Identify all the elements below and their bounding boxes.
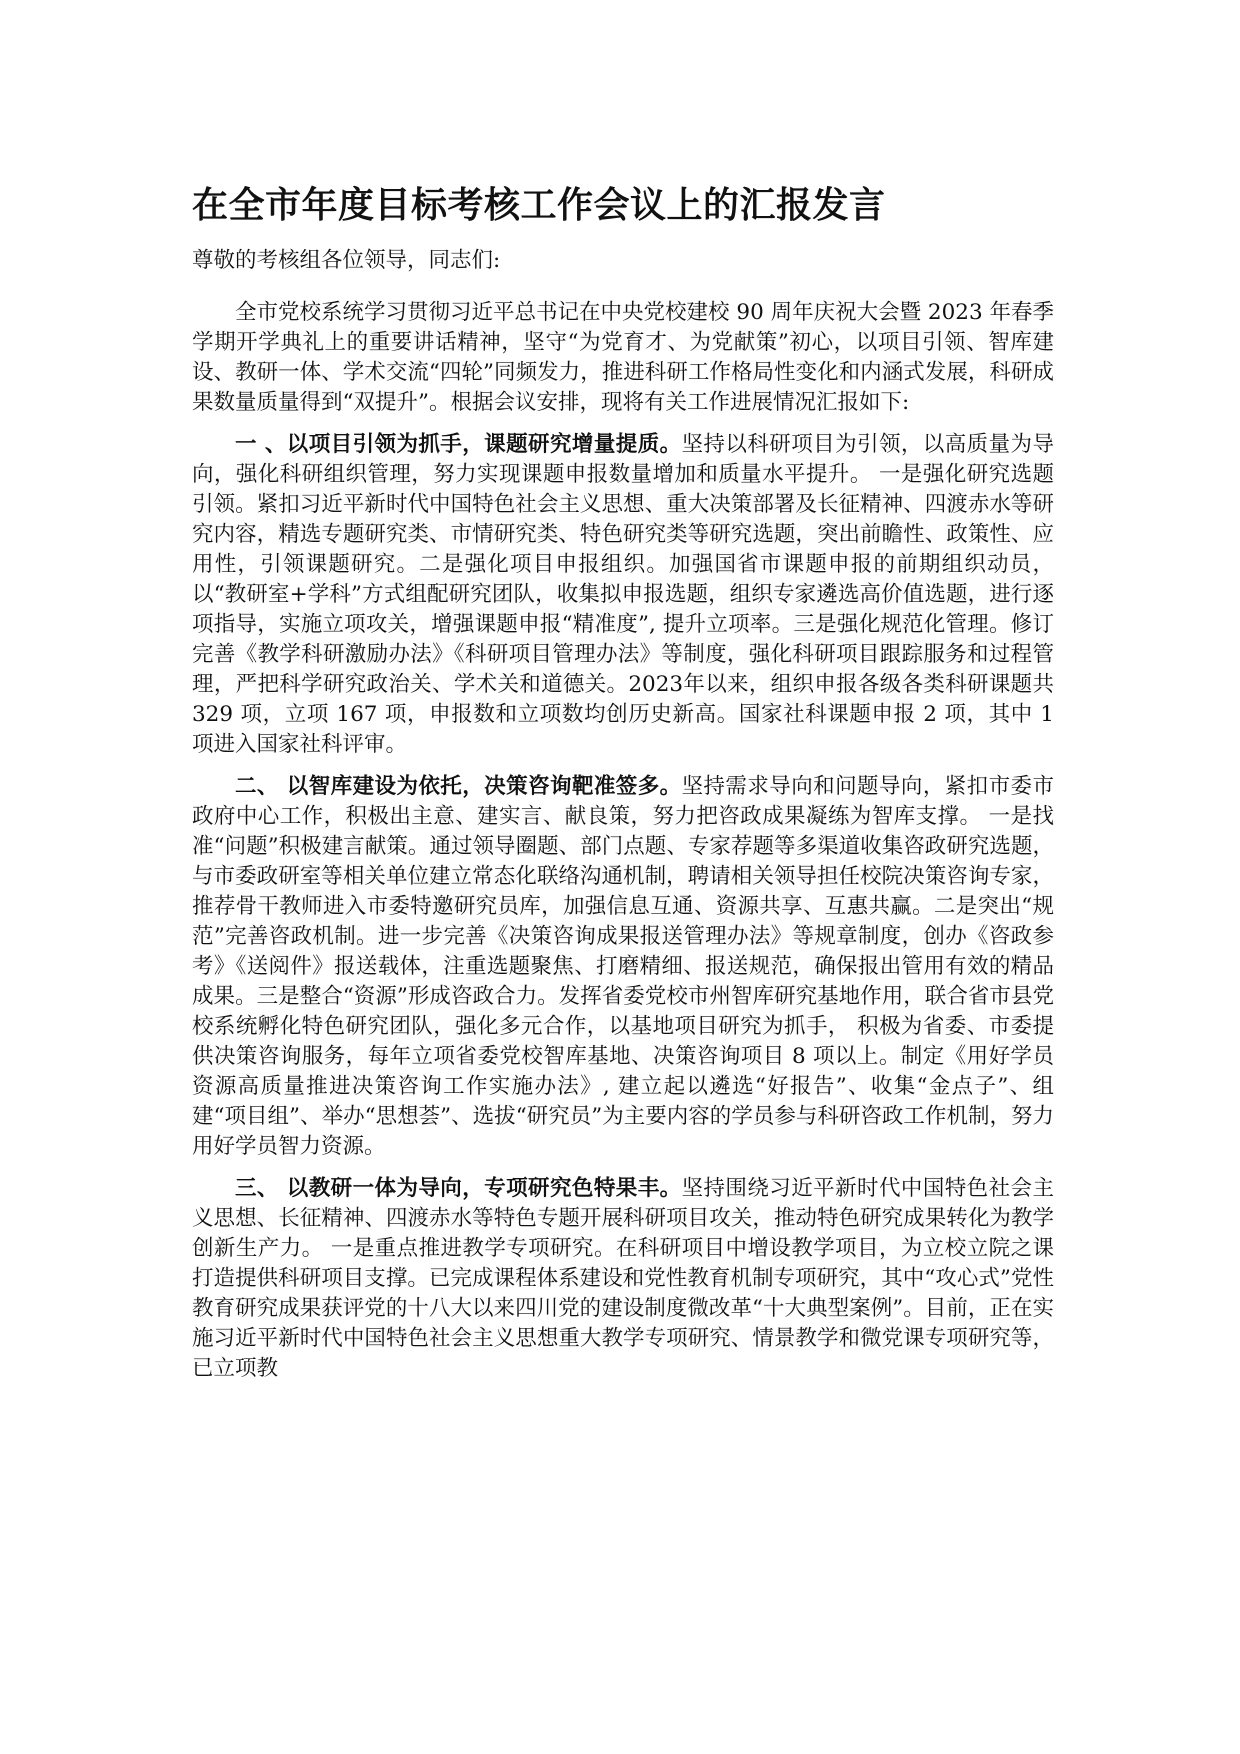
document-page [192,180,1054,1396]
section-2-heading: 二、 以智库建设为依托，决策咨询靶准签多。 [235,774,682,799]
section-1-body: 坚持以科研项目为引领，以高质量为导向，强化科研组织管理，努力实现课题申报数量增加和质量水平提升。 一是强化研究选题引领。紧扣习近平新时代中国特色社会主义思想、重大决策部署及长征精神、四渡赤水等研究内容，精选专题研究类、市情研究类、特色研究类等研究选题，突出前瞻性、政策性、应用性，引领课题研究。二是强化项目申报组织。加强国省市课题申报的前期组织动员，以“教研室+学科”方式组配研究团队，收集拟申报选题，组织专家遴选高价值选题，进行逐项指导，实施立项攻关，增强课题申报“精准度”, 提升立项率。三是强化规范化管理。修订完善《教学科研激励办法》《科研项目管理办法》等制度，强化科研项目跟踪服务和过程管理，严把科学研究政治关、学术关和道德关。2023年以来，组织申报各级各类科研课题共 329 项，立项 167 项，申报数和立项数均创历史新高。国家社科课题申报 2 项，其中 1 项进入国家社科评审。 [192,432,1054,757]
section-2-paragraph [192,772,1054,1162]
section-3-paragraph [192,1174,1054,1384]
section-1-heading: 一 、以项目引领为抓手，课题研究增量提质。 [235,432,682,457]
section-3-body: 坚持围绕习近平新时代中国特色社会主义思想、长征精神、四渡赤水等特色专题开展科研项目攻关，推动特色研究成果转化为教学创新生产力。 一是重点推进教学专项研究。在科研项目中增设教学项目，为立校立院之课打造提供科研项目支撑。已完成课程体系建设和党性教育机制专项研究，其中“攻心式”党性教育研究成果获评党的十八大以来四川党的建设制度微改革“十大典型案例”。目前，正在实施习近平新时代中国特色社会主义思想重大教学专项研究、情景教学和微党课专项研究等，已立项教 [192,1176,1054,1381]
section-1-paragraph [192,430,1054,760]
intro-paragraph: 全市党校系统学习贯彻习近平总书记在中央党校建校 90 周年庆祝大会暨 2023 年春季学期开学典礼上的重要讲话精神，坚守“为党育才、为党献策”初心，以项目引领、智库建设、教研一体、学术交流“四轮”同频发力，推进科研工作格局性变化和内涵式发展，科研成果数量质量得到“双提升”。根据会议安排，现将有关工作进展情况汇报如下: [192,300,1054,415]
section-3-heading: 三、 以教研一体为导向，专项研究色特果丰。 [235,1176,682,1201]
document-title: 在全市年度目标考核工作会议上的汇报发言 [192,185,886,226]
section-2-body: 坚持需求导向和问题导向，紧扣市委市政府中心工作，积极出主意、建实言、献良策，努力把咨政成果凝练为智库支撑。 一是找准“问题”积极建言献策。通过领导圈题、部门点题、专家荐题等多渠道收集咨政研究选题，与市委政研室等相关单位建立常态化联络沟通机制，聘请相关领导担任校院决策咨询专家，推荐骨干教师进入市委特邀研究员库，加强信息互通、资源共享、互惠共赢。二是突出“规范”完善咨政机制。进一步完善《决策咨询成果报送管理办法》等规章制度，创办《咨政参考》《送阅件》报送载体，注重选题聚焦、打磨精细、报送规范，确保报出管用有效的精品成果。三是整合“资源”形成咨政合力。发挥省委党校市州智库研究基地作用，联合省市县党校系统孵化特色研究团队，强化多元合作，以基地项目研究为抓手， 积极为省委、市委提供决策咨询服务，每年立项省委党校智库基地、决策咨询项目 8 项以上。制定《用好学员资源高质量推进决策咨询工作实施办法》, 建立起以遴选“好报告”、收集“金点子”、组建“项目组”、举办“思想荟”、选拔“研究员”为主要内容的学员参与科研咨政工作机制，努力用好学员智力资源。 [192,774,1054,1159]
salutation: 尊敬的考核组各位领导，同志们: [192,248,501,273]
